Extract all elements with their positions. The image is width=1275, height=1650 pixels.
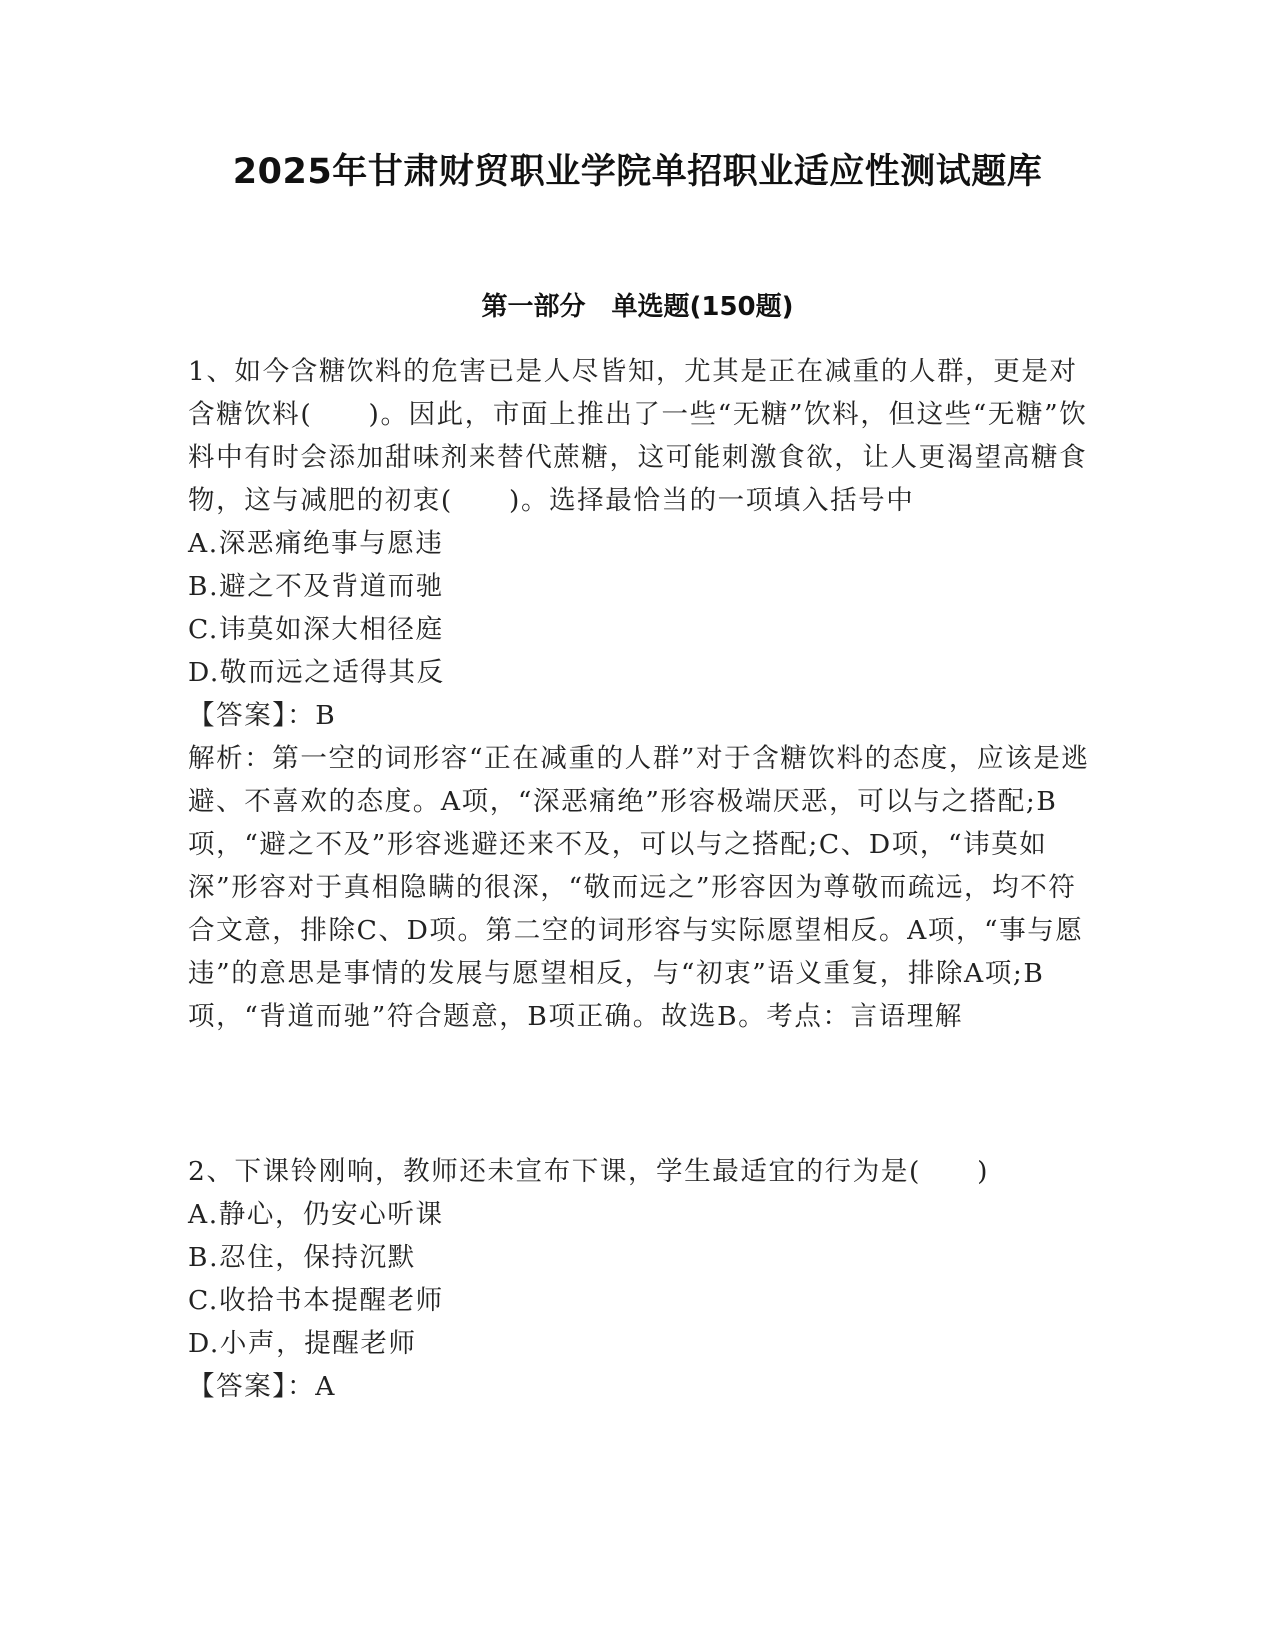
answer: 【答案】：B bbox=[188, 700, 337, 731]
answer: 【答案】：A bbox=[188, 1371, 336, 1402]
question-2 bbox=[188, 1150, 1090, 1408]
question-1 bbox=[188, 350, 1090, 1038]
document-title: 2025年甘肃财贸职业学院单招职业适应性测试题库 bbox=[232, 152, 1043, 192]
option-a: A.深恶痛绝事与愿违 bbox=[188, 528, 444, 559]
option-b: B.避之不及背道而驰 bbox=[188, 571, 444, 602]
explanation: 解析：第一空的词形容“正在减重的人群”对于含糖饮料的态度，应该是逃避、不喜欢的态度。A项，“深恶痛绝”形容极端厌恶，可以与之搭配;B项，“避之不及”形容逃避还来不及，可以与之搭配;C、D项，“讳莫如深”形容对于真相隐瞒的很深，“敬而远之”形容因为尊敬而疏远，均不符合文意，排除C、D项。第二空的词形容与实际愿望相反。A项，“事与愿违”的意思是事情的发展与愿望相反，与“初衷”语义重复，排除A项;B项，“背道而驰”符合题意，B项正确。故选B。考点：言语理解 bbox=[188, 743, 1090, 1032]
option-c: C.收拾书本提醒老师 bbox=[188, 1285, 444, 1316]
question-stem: 2、下课铃刚响，教师还未宣布下课，学生最适宜的行为是( ) bbox=[188, 1156, 990, 1187]
option-d: D.敬而远之适得其反 bbox=[188, 657, 445, 688]
option-d: D.小声，提醒老师 bbox=[188, 1328, 417, 1359]
section-title: 第一部分 单选题(150题) bbox=[481, 292, 794, 322]
option-c: C.讳莫如深大相径庭 bbox=[188, 614, 444, 645]
question-stem: 1、如今含糖饮料的危害已是人尽皆知，尤其是正在减重的人群，更是对含糖饮料( )。因此，市面上推出了一些“无糖”饮料，但这些“无糖”饮料中有时会添加甜味剂来替代蔗糖，这可能刺激食欲，让人更渴望高糖食物，这与减肥的初衷( )。选择最恰当的一项填入括号中 bbox=[188, 356, 1088, 516]
option-b: B.忍住，保持沉默 bbox=[188, 1242, 416, 1273]
option-a: A.静心，仍安心听课 bbox=[188, 1199, 444, 1230]
